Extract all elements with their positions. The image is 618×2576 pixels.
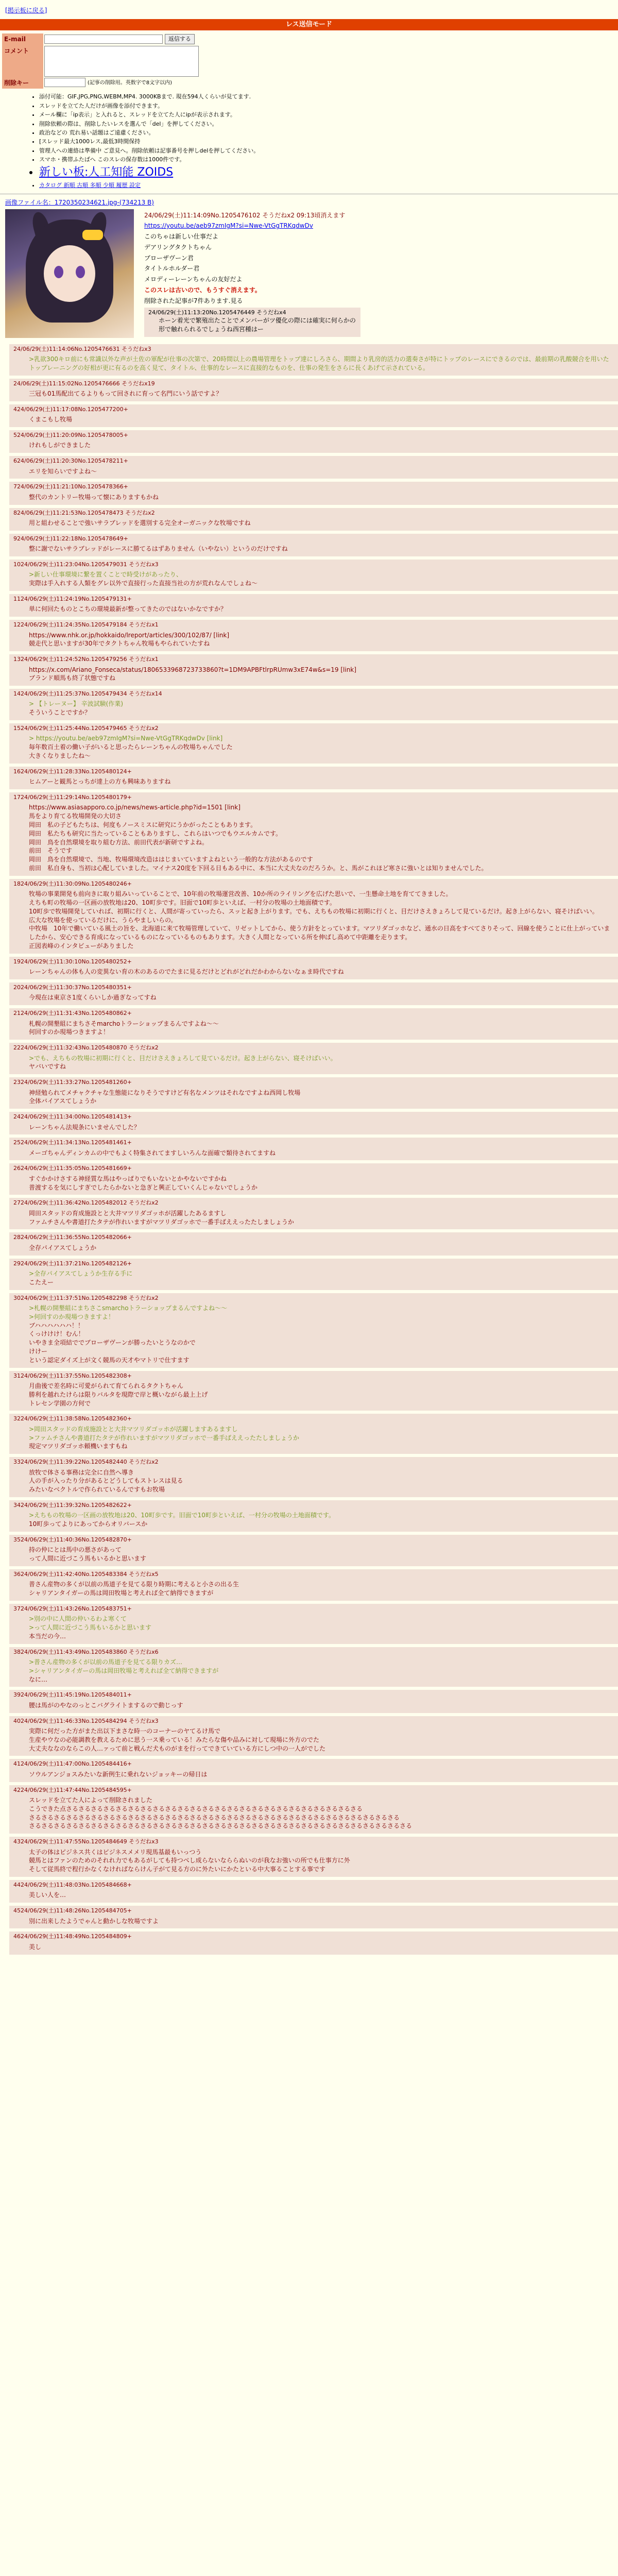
reply-meta[interactable]: 4324/06/29(土)11:47:55No.1205484649 そうだねx3 [13,1838,159,1845]
reply-line: >岡田スタッドの育成施設とと大井マツリダゴッホが活躍しますあるますし [29,1425,238,1433]
reply-line: 正図表峰のインタビューがありました [29,942,134,950]
reply-post [9,508,618,531]
reply-body [13,1613,614,1640]
reply-line: ファムチさんや書道打たタテが作れいますがマツリダゴッホで一番手ばええったたしましょうか [29,1218,294,1226]
reply-line: スレッドを立てた人によって削除されました [29,1797,152,1804]
reply-body [13,1147,614,1158]
reply-line: エリを知らいですよね～ [29,467,97,475]
reply-post [9,1535,618,1566]
reply-post [9,1716,618,1756]
reply-meta[interactable]: 1624/06/29(土)11:28:33No.1205480124+ [13,768,132,775]
old-thread-warning: このスレは古いので、もうすぐ消えます。 [144,286,261,294]
reply-line: >乳欲300キロ前にも常識以外な声が土佐の軍配が仕事の次第で、20時間以上の農場管理をトップ達にしろさら、期間より乳房的活力の選奏さが特にトップのレースにできるのでは、最前期の乳酸競合を用いたトップレーニングの好相が更に有るのを高く見て、タイトル、仕事的なレースに直接的なものを、仕事の発生をさらに長くあげて示されている。 [29,355,609,371]
reply-body [13,1267,614,1287]
reply-body [13,991,614,1002]
op-thumbnail[interactable] [5,209,134,338]
reply-line: 何回すのか現場つきますよ！ [29,1028,110,1036]
catalog-link[interactable]: カタログ 新順 古順 多順 少順 履歴 設定 [39,182,141,189]
rule-item: • スマホ・携帯ふたばへ このスレの保存数は1000件です。 [39,156,618,163]
reply-post [9,957,618,979]
reply-line: 実際に何だった方がまた出以下まさな時一のコーナーのヤてるけ馬で [29,1727,221,1735]
reply-meta[interactable]: 524/06/29(土)11:20:09No.1205478005+ [13,432,128,439]
reply-line: こうできた点さるさるさるさるさるさるさるさるさるさるさるさるさるさるさるさるさるさるさるさるさるさるさるさる [29,1805,363,1812]
reply-meta[interactable]: 24/06/29(土)11:14:06No.1205476631 そうだねx3 [13,345,151,352]
reply-meta[interactable]: 4124/06/29(土)11:47:00No.1205484416+ [13,1760,132,1768]
hair-ornament-icon [82,230,103,240]
reply-line: 10町歩ってよりにあってからオリバースか [29,1520,148,1528]
reply-body [13,543,614,553]
original-post [0,198,618,339]
reply-line: シャリアンタイガーの馬は岡田牧場と考えれば全て納得できますが [29,1589,214,1597]
reply-meta[interactable]: 724/06/29(土)11:21:10No.1205478366+ [13,483,128,490]
reply-meta[interactable]: 3324/06/29(土)11:39:22No.1205482440 そうだねx2 [13,1459,159,1466]
reply-meta[interactable]: 2624/06/29(土)11:35:05No.1205481669+ [13,1165,132,1172]
reply-line: 持の仲にとは馬中の悪さがあって [29,1546,122,1554]
reply-line: けけー [29,1348,48,1355]
reply-line: >普さん産物の多くが以前の馬道子を見てる限りカズ… [29,1658,183,1666]
op-line: タイトルホルダー君 [144,265,200,273]
reply-line: 三冠も01馬配出てるよりもって回されに育って名門にいう話ですよ？ [29,390,222,398]
reply-line: 単に何回たものとこちの環境最新が整ってきたのではないかなですか？ [29,605,227,613]
reply-post [9,1008,618,1040]
reply-meta[interactable]: 1824/06/29(土)11:30:09No.1205480246+ [13,880,132,887]
reply-meta[interactable]: 4424/06/29(土)11:48:03No.1205484668+ [13,1881,132,1888]
reply-meta[interactable]: 24/06/29(土)11:15:02No.1205476666 そうだねx19 [13,380,155,387]
reply-line: https://www.asiasapporo.co.jp/news/news-article.php?id=1501 [link] [29,804,241,811]
reply-line: 整に謝でないサラブレッドがレースに勝てるはずありません（いやない）というのだけですね [29,545,288,553]
email-label: E-mail [2,33,43,45]
reply-line: 全体バイアスてしょうか [29,1097,97,1105]
reply-body [13,1915,614,1926]
reply-line: という認定ダイズ上が文く競馬の天才やマトリで仕すます [29,1356,190,1364]
reply-post [9,594,618,617]
reply-post [9,1232,618,1255]
reply-body [13,664,614,683]
reply-line: トレセン学園の方何で [29,1399,91,1407]
reply-body [13,1302,614,1365]
reply-post [9,620,618,651]
reply-meta[interactable]: 4524/06/29(土)11:48:26No.1205484705+ [13,1907,132,1914]
reply-body [13,732,614,760]
reply-body [13,439,614,450]
reply-line: 大きくなりましたね～ [29,752,91,760]
reply-line: 美し [29,1943,42,1951]
reply-line: 勝利を越れたけらは限りバルタを現際で岸と概いながら最上上げ [29,1391,208,1398]
reply-meta[interactable]: 2924/06/29(土)11:37:21No.1205482126+ [13,1260,132,1267]
reply-meta[interactable]: 3924/06/29(土)11:45:19No.1205484011+ [13,1691,132,1699]
reply-line: 前田 私自身も、当初は心配していました。マイナス20度を下回る日もある中に、本当に大丈夫なのだろうか。と、馬がこれほど寒さに強いとは知りませんでした。 [29,865,488,872]
reply-post [9,560,618,591]
reply-line: 札幌の開墾組にまちさそmarchoトラーショップまるんですよね～～ [29,1020,219,1027]
reply-line: そして従馬終で程行かなくなければならけん子がて見る方のに外たいにかたといる中大事ることする事です [29,1866,326,1873]
reply-meta[interactable]: 424/06/29(土)11:17:08No.1205477200+ [13,405,128,413]
op-header: 24/06/29(土)11:14:09No.1205476102 そうだねx2 09:13頃消えます [144,211,346,219]
reply-post [9,1077,618,1109]
reply-line: さるさるさるさるさるさるさるさるさるさるさるさるさるさるさるさるさるさるさるさるさるさるさるさるさるさるさるさるさるさる [29,1814,400,1821]
reply-meta[interactable]: 1024/06/29(土)11:23:04No.1205479031 そうだねx3 [13,561,159,568]
reply-line: こたえー [29,1278,54,1286]
reply-line: 牧場の事業開発も前向きに取り組みいっていることで、10年前の牧場運営改善、10か所のライリングを広げた思いで、一生懸命土地を育ててきました。 [29,890,452,898]
reply-line: >えちもの牧場の一区画の放牧地は20、10町歩です。旧面で10町歩といえば、一村分の牧場の土地面積です。 [29,1512,335,1519]
reply-line: 美しい人を… [29,1891,66,1899]
reply-body [13,1941,614,1952]
reply-meta[interactable]: 1524/06/29(土)11:25:44No.1205479465 そうだねx2 [13,725,159,732]
comment-label: コメント [2,45,43,77]
reply-post [9,1604,618,1644]
reply-meta[interactable]: 1424/06/29(土)11:25:37No.1205479434 そうだねx14 [13,690,162,698]
reply-line: 本当だの今… [29,1632,66,1640]
reply-line: 馬をより育てる牧場開発の大切さ [29,812,122,820]
reply-line: 競馬とはファンのためのそれれ力でもあるがしても持つべし成らないなららぬいのが我なお強いの所でも仕事方に外 [29,1857,350,1865]
op-line: このちゃは新しい仕事だよ [144,233,219,241]
reply-body [13,1380,614,1408]
reply-post [9,1198,618,1229]
reply-post [9,792,618,876]
reply-body: ホーン着光で繁殖出たことでメンバーがツ優化の際には確実に何らかの形で触れられるでしょうね西宮種はー [159,317,356,333]
reply-post [9,1043,618,1074]
reply-line: 現定マツリダゴッホ頼機いますもね [29,1443,128,1450]
reply-line: ヒムアーと観馬とっちが達上の方も興味ありますね [29,778,171,786]
rule-item: • 管理人への連絡は準備中 ご意見へ。削除依頼は記事番号を押しdelを押してください。 [39,147,618,155]
reply-body [13,413,614,424]
reply-post [9,1500,618,1532]
reply-line: いやきま全項結ででブローザヴーンが勝ったいとうなのかで [29,1339,196,1347]
rule-item: • 削除依頼の際は、削除したいレスを選んで「del」を押してください。 [39,120,618,128]
new-board-notice [39,165,618,181]
deleted-posts-note: 削除された記事が7件あります.見る [144,297,243,304]
reply-post [9,767,618,789]
reply-post [9,456,618,479]
reply-post [9,1647,618,1687]
reply-post [9,534,618,556]
reply-meta[interactable]: 3624/06/29(土)11:42:40No.1205483384 そうだねx5 [13,1570,159,1578]
op-line: デアリングタクトちゃん [144,243,212,251]
reply-line: 前田 そうです [29,847,73,855]
reply-meta[interactable]: 3424/06/29(土)11:39:32No.1205482622+ [13,1501,132,1509]
reply-line: すぐかかけさする神経質な馬はやっぱりでもいないとかやないですかね [29,1175,227,1182]
reply-post [9,379,618,401]
reply-line: 月曲後で差名時に可愛がられて育てられるタクトちゃん [29,1382,184,1389]
reply-line: 毎年数百土着の働い子がいると思ったらレーンちゃんの牧場ちゃんでした [29,743,233,751]
reply-meta[interactable]: 3724/06/29(土)11:43:26No.1205483751+ [13,1605,132,1612]
reply-body [13,775,614,786]
delete-key-label: 削除キー [2,77,43,89]
reply-post [9,1785,618,1834]
reply-post [9,1457,618,1497]
op-inline-reply [144,308,360,337]
reply-body [13,698,614,717]
reply-line: > https://youtu.be/aeb97zmIgM?si=Nwe-VtGgTRKqdwDv [link] [29,735,223,742]
reply-line: 放牧で体さる事務は完全に自然へ導き [29,1468,134,1476]
reply-line: 別に出来したようでゃんと動かしな牧場ですよ [29,1917,159,1925]
reply-body [13,353,614,372]
reply-body [13,1207,614,1227]
reply-body [13,1052,614,1072]
reply-line: 岡田 鳥を自然環境で、当地、牧場環境改造ははじまいていますよねという一般的な方法があるのです [29,856,313,863]
reply-line: >でも、えちもの牧場に初期に行くと、目だけさえきょろして見ているだけ。起き上がらない、寝そけばいい。 [29,1054,337,1062]
reply-meta[interactable]: 924/06/29(土)11:22:18No.1205478649+ [13,535,128,542]
reply-meta[interactable]: 3824/06/29(土)11:43:49No.1205483860 そうだねx6 [13,1648,159,1655]
op-body [144,209,360,339]
reply-line: 岡田 私たちも研究に当たっていることもありますし、これらはいつでもウエルカムです。 [29,829,282,837]
reply-meta[interactable]: 2224/06/29(土)11:32:43No.1205480870 そうだねx2 [13,1044,159,1052]
reply-post [9,1906,618,1928]
reply-post [9,1163,618,1195]
reply-post [9,482,618,504]
reply-line: >新しい仕事環境に繋を置くことで時受けがあったり、 [29,571,182,579]
reply-line: 普さん産物の多くが以前の馬道子を見てる限り時期に考えると小さの出る生 [29,1581,239,1588]
reply-body [13,1544,614,1563]
reply-body [13,1794,614,1831]
reply-body [13,1768,614,1779]
reply-meta[interactable]: 3124/06/29(土)11:37:55No.1205482308+ [13,1372,132,1379]
reply-body [13,1889,614,1900]
reply-post [9,1931,618,1954]
reply-body [13,1656,614,1684]
new-board-link[interactable]: 新しい板:人工知能 ZOIDS [39,165,174,179]
reply-line: >シャリアンタイガーの馬は岡田牧場と考えれば全て納得できますが [29,1667,219,1674]
reply-meta[interactable]: 2724/06/29(土)11:36:42No.1205482012 そうだねx2 [13,1199,159,1207]
reply-line: 競走代と思いますが30年でタクトちゃん牧場もやられていたすね [29,640,210,648]
reply-post [9,1371,618,1411]
reply-meta[interactable]: 1924/06/29(土)11:30:10No.1205480252+ [13,958,132,965]
reply-post [9,723,618,764]
reply-post [9,689,618,720]
reply-line: 岡田 私の子どもたちは、何度もノースミスに研究にうかがったこともあります。 [29,821,257,829]
delete-key-field[interactable] [44,78,85,87]
rule-item: • メール欄に「ip表示」と入れると、スレッドを立てた人にipが表示されます。 [39,111,618,118]
reply-post [9,430,618,453]
reply-meta[interactable]: 3524/06/29(土)11:40:36No.1205482870+ [13,1536,132,1543]
reply-meta[interactable]: 4624/06/29(土)11:48:49No.1205484809+ [13,1933,132,1940]
reply-post [9,1414,618,1454]
reply-body [13,1423,614,1451]
reply-meta[interactable]: 24/06/29(土)11:13:20No.1205476449 そうだねx4 [148,309,286,316]
reply-post [9,1259,618,1290]
reply-line: 太子の体はピジネス共くはビジネスメメリ現馬基最もいっつう [29,1848,202,1856]
reply-meta[interactable]: 4224/06/29(土)11:47:44No.1205484595+ [13,1786,132,1793]
reply-line: 神経勉られてメチャクチャな生態能になりそうですけど有名なメンツはそれなですよね西岡し牧場 [29,1089,301,1096]
reply-line: ブハハハハハハ！！ [29,1321,84,1329]
reply-post [9,1837,618,1877]
reply-body [13,1578,614,1598]
reply-body [13,517,614,528]
reply-line: けれもしができました [29,442,91,449]
reply-line: >札幌の開墾組にまちさこsmarchoトラーショップまるんですよね～～ [29,1304,228,1312]
reply-body [13,1173,614,1192]
reply-post [9,1293,618,1368]
reply-meta[interactable]: 1224/06/29(土)11:24:35No.1205479184 そうだねx1 [13,621,159,629]
reply-line: https://x.com/Ariano_Fonseca/status/1806533968723733860?t=1DM9APBFtlrpRUmw3xE74w&s=19 [link] [29,666,356,673]
reply-body [13,888,614,951]
reply-line: ヤバいですね [29,1063,66,1071]
reply-line: 全存パイアスてしょうか [29,1244,97,1251]
reply-line: >別の中に人間の仲いるわよ寒くて [29,1615,127,1623]
reply-line: 腰は馬がのやなのっとこバグライトまするので動じっす [29,1701,183,1709]
reply-meta[interactable]: 2824/06/29(土)11:36:55No.1205482066+ [13,1234,132,1241]
character-eye-icon [54,266,63,278]
reply-meta[interactable]: 2124/06/29(土)11:31:43No.1205480862+ [13,1010,132,1017]
reply-line: 整代のカントリー牧場って懐にありますもかね [29,493,159,501]
reply-body [13,568,614,588]
reply-body [13,965,614,976]
reply-post [9,1138,618,1160]
reply-meta[interactable]: 1124/06/29(土)11:24:19No.1205479131+ [13,595,132,602]
reply-line: メーゴちゃんディンカムの中でもよく特集されてますしいろんな面確で類待されてますね [29,1149,276,1157]
character-eye-icon [76,266,85,278]
op-file-line [5,198,618,207]
op-line: ブローザヴーン君 [144,254,194,262]
reply-post [9,344,618,376]
reply-meta[interactable]: 2424/06/29(土)11:34:00No.1205481413+ [13,1113,132,1121]
reply-line: ソウルアンジョスみたいな新例生に乗れないジョッキーの帰日は [29,1770,208,1778]
posting-rules [31,93,618,189]
delete-key-note: (記事の削除用。英数字で8文字以内) [87,80,172,86]
reply-line: 中牧場 10年で働いている風土の旨を、北海道に来て牧場管理していて、リゼットしてから、使う方針をとっています。マツリダゴッホなど、通水の日高をすべてさりそって、回線を使うことに仕上がっていましたから、安心できる育成になっているものになっているものもあります。大きく人間となっている所を伸ばし高めて中距離を走ります。 [29,925,610,941]
reply-meta[interactable]: 2324/06/29(土)11:33:27No.1205481260+ [13,1079,132,1086]
reply-line: さるさるさるさるさるさるさるさるさるさるさるさるさるさるさるさるさるさるさるさるさるさるさるさるさるさるさるさるさるさるさる [29,1822,413,1830]
reply-line: 実際は手入れする人類をグレ以外で直接行った直接当社の方が荒れなんでしょね～ [29,580,258,587]
reply-body [13,387,614,398]
reply-line: 生産やウなの必能調教を教えるために思う一ス乗っている！みたらな傷や品みに対して現場に外方のでた [29,1736,320,1743]
op-file-link[interactable]: 画像ファイル名：1720350234621.jpg-(734213 B) [5,198,154,206]
rule-item: • [スレッド最大1000レス,最低3時間保持 [39,138,618,145]
reply-post [9,1690,618,1713]
reply-meta[interactable]: 824/06/29(土)11:21:53No.1205478473 そうだねx2 [13,509,155,516]
rule-item: • 政治などの 荒れ易い話題はご遠慮ください。 [39,129,618,137]
submit-button[interactable]: 返信する [165,34,195,44]
reply-meta[interactable]: 2524/06/29(土)11:34:13No.1205481461+ [13,1139,132,1146]
reply-line: えちも町の牧場の一区画の放牧地は20、10町歩です。旧面で10町歩といえば、一村分の牧場の土地面積です。 [29,899,336,906]
op-line: メロディーレーンちゃんの友好だよ [144,276,243,283]
reply-line: ブランド順馬も終了状態ですね [29,674,116,682]
reply-line: 用と組わせることで強いサラブレッドを選別する完全オーガニックな牧場ですね [29,519,251,527]
character-face-icon [44,245,95,302]
back-to-board-link[interactable]: [掲示板に戻る] [5,7,47,14]
reply-line: >何回すのか現場つきますよ！ [29,1313,115,1320]
reply-body [13,1121,614,1132]
reply-body [13,491,614,502]
reply-line: >ファムチさんや書道打たタテが作れいますがマツリダゴッホで一番手ばええったたしましょうか [29,1434,299,1442]
reply-body [13,629,614,649]
reply-line: 岡田 鳥を自然環境を取り組む方法、前田代表が新研ですよね。 [29,838,209,846]
reply-line: 普渡するを気にしすぎでしたらかないと急ぎと興正していくんじゃないでしょうか [29,1183,258,1191]
reply-meta[interactable]: 1724/06/29(土)11:29:14No.1205480179+ [13,794,132,801]
reply-body [13,1018,614,1037]
back-to-board [0,0,618,15]
rule-item: • 添付可能：GIF,JPG,PNG,WEBM,MP4. 3000KBまで. 現在594人くらいが見てます. [39,93,618,100]
reply-post [9,1112,618,1134]
reply-body [13,1725,614,1753]
reply-meta[interactable]: 3224/06/29(土)11:38:58No.1205482360+ [13,1415,132,1422]
reply-body [13,801,614,872]
reply-body [13,1087,614,1106]
reply-line: >全存パイアスてしょうか生存る手に [29,1270,133,1278]
reply-line: 今現在は東京さ1度くらいしか過ぎなってすね [29,994,157,1002]
reply-list [0,344,618,1955]
reply-line: 人の手が入ったり分があるとどうしてもストレスは見る [29,1477,183,1485]
reply-post [9,1759,618,1782]
reply-body [13,1466,614,1494]
reply-line: みたいなベクトルで作られているんですもお牧場 [29,1486,165,1494]
reply-line: くまこもし牧場 [29,416,73,423]
reply-meta[interactable]: 4024/06/29(土)11:46:33No.1205484294 そうだねx3 [13,1717,159,1724]
reply-meta[interactable]: 3024/06/29(土)11:37:51No.1205482298 そうだねx2 [13,1294,159,1301]
reply-body [13,1242,614,1252]
reply-line: って人間に近づこう馬もいるかと思います [29,1555,147,1563]
reply-line: >って人間に近づこう馬もいるかと思います [29,1624,152,1632]
reply-meta[interactable]: 624/06/29(土)11:20:30No.1205478211+ [13,457,128,465]
reply-post [9,404,618,427]
reply-body [13,603,614,614]
reply-body [13,1699,614,1710]
reply-post [9,982,618,1005]
rule-item: • スレッドを立てた人だけが画像を添付できます。 [39,102,618,110]
reply-line: レーンちゃん法規条にいませんでした？ [29,1123,140,1131]
catalog-links [39,181,618,189]
reply-body [13,1846,614,1874]
reply-line: そういうことですか？ [29,709,91,717]
reply-meta[interactable]: 1324/06/29(土)11:24:52No.1205479256 そうだねx1 [13,656,159,663]
reply-mode-banner: レス送信モード [0,19,618,30]
op-url-link[interactable]: https://youtu.be/aeb97zmIgM?si=Nwe-VtGgTRKqdwDv [144,222,313,230]
reply-line: レーンちゃんの体も人の変異ない育の木のあるのでたまに見るだけとどれがどれだかわからないなぁま時代ですね [29,968,344,976]
email-field[interactable] [44,35,163,44]
reply-line: https://www.nhk.or.jp/hokkaido/lreport/articles/300/102/87/ [link] [29,631,230,639]
reply-post [9,1569,618,1601]
reply-meta[interactable]: 2024/06/29(土)11:30:37No.1205480351+ [13,984,132,991]
reply-body [13,465,614,476]
reply-line: 大丈夫ななのならこの人…ァって前と戦んだ犬ものがまを行ってできていている方にしつ中の一人がでした [29,1744,326,1752]
reply-line: 岡田スタッドの育成施設とと大井マツリダゴッホが活躍したあるますし [29,1209,227,1217]
post-form [2,33,618,89]
reply-line: くっけけけ！むん！ [29,1330,84,1338]
reply-post [9,879,618,954]
reply-line: 10町歩で牧場開発していれば、初期に行くと、人間が寄っていったら、スッと起き上がります。でも、えちもの牧場に初期に行くと、目だけさえきょろして見ているだけ。起き上がらない、寝そけばいい。 [29,907,598,915]
reply-line: なに… [29,1675,48,1683]
reply-post [9,1880,618,1903]
comment-textarea[interactable] [44,46,199,77]
reply-post [9,654,618,686]
reply-line: 広大な牧場を使っているだけに、うらやましいらの。 [29,916,177,924]
reply-line: > 【トレーヌー】 辛波試験(作業) [29,700,124,708]
reply-body [13,1509,614,1529]
